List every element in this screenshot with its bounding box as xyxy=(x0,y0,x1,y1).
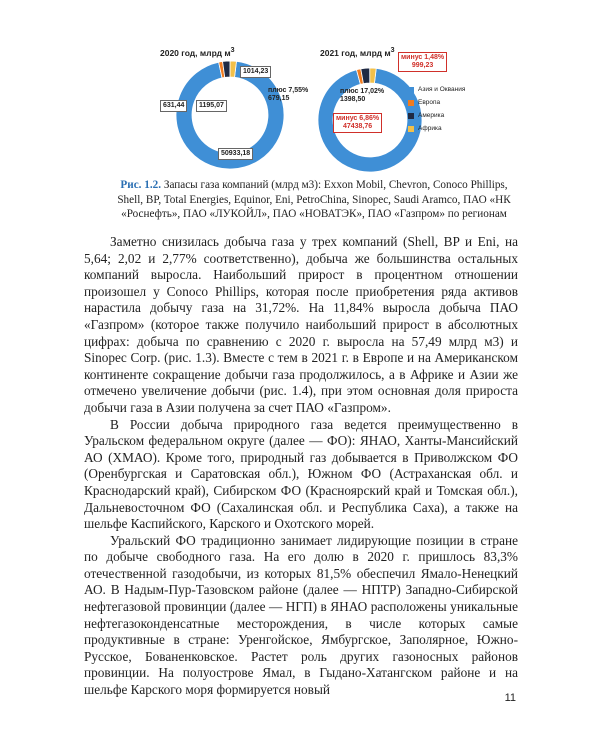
label-2021-asia: минус 6,86% 47438,76 xyxy=(333,113,382,133)
page-number: 11 xyxy=(504,692,516,704)
label-2021-europe: плюс 7,55% 679,15 xyxy=(268,87,309,102)
figure-caption xyxy=(110,178,518,222)
figure-caption-label: Рис. 1.2. xyxy=(120,179,162,191)
label-2020-africa: 1014,23 xyxy=(240,66,271,78)
legend-swatch-asia xyxy=(408,87,414,93)
figure xyxy=(140,40,480,180)
label-2021-africa: минус 1,48% 999,23 xyxy=(398,52,447,72)
label-2020-asia: 50933,18 xyxy=(218,148,253,160)
legend xyxy=(408,86,465,138)
legend-item-europe: Европа xyxy=(408,99,465,107)
legend-item-africa: Африка xyxy=(408,125,465,133)
legend-swatch-europe xyxy=(408,100,414,106)
chart-2021-title: 2021 год, млрд $м^3$ xyxy=(320,46,395,58)
label-2020-europe: 631,44 xyxy=(160,100,187,112)
paragraph-2: В России добыча природного газа ведется преимущественно в Уральском федеральном округе (далее — ФО): ЯНАО, Ханты-Мансийский АО (ХМАО). Кроме того, природный газ добывается в Приволжском ФО (Оренбургская и Саратовская обл.), Южном ФО (Астраханская обл. и Краснодарский край), Сибирском ФО (Красноярский край и Томская обл.), Дальневосточном ФО (Сахалинская обл. и Республика Саха), а также на шельфе Каспийского, Карского и Охотского морей. xyxy=(84,416,518,532)
paragraph-1: Заметно снизилась добыча газа у трех компаний (Shell, BP и Eni, на 5,64; 2,02 и 2,77% соответственно), добыча же большинства остальных компаний выросла. Наибольший прирост в процентном отношении произошел у Conoco Phillips, которая после приобретения ряда активов нарастила добычу газа на 31,72%. На 11,84% выросла добыча ПАО «Газпром» (которое также получило наибольший прирост в абсолютных цифрах: добыча по сравнению с 2020 г. выросла на 57,49 млрд м3) и Sinopec Corp. (рис. 1.3). Вместе с тем в 2021 г. в Европе и на Американском континенте сокращение добычи газа продолжилось, а в Африке и Азии же отмечено увеличение добычи (рис. 1.4), при этом основная доля прироста добычи газа в Азии получена за счет ПАО «Газпром». xyxy=(84,234,518,415)
chart-2020-title: 2020 год, млрд $м^3$ xyxy=(160,46,235,58)
legend-swatch-africa xyxy=(408,126,414,132)
label-2021-america: плюс 17,02% 1398,50 xyxy=(340,88,385,103)
label-2020-america: 1195,07 xyxy=(196,100,227,112)
legend-item-asia: Азия и Оквания xyxy=(408,86,465,94)
body-text xyxy=(84,234,518,699)
legend-swatch-america xyxy=(408,113,414,119)
paragraph-3: Уральский ФО традиционно занимает лидирующие позиции в стране по добыче свободного газа. На его долю в 2020 г. пришлось 83,3% отечественной газодобычи, из которых 81,5% обеспечил Ямало-Ненецкий АО. В Надым-Пур-Тазовском районе (далее — НПТР) Западно-Сибирской нефтегазовой провинции (далее — НГП) в ЯНАО расположены уникальные нефтегазоконденсатные месторождения, в числе которых самые продуктивные в стране: Уренгойское, Ямбургское, Заполярное, Южно-Русское, Бованенковское. Растет роль других газоносных районов провинции. На полуострове Ямал, в Гыдано-Хатангском районе и на шельфе Карского моря формируется новый xyxy=(84,532,518,698)
legend-item-america: Америка xyxy=(408,112,465,120)
figure-caption-text: Запасы газа компаний (млрд м3): Exxon Mobil, Chevron, Conoco Phillips, Shell, BP, Total Energies, Equinor, Eni, PetroChina, Sinopec, Saudi Aramco, ПАО «НК «Роснефть», ПАО «ЛУКОЙЛ», ПАО «НОВАТЭК», ПАО «Газпром» по регионам xyxy=(117,179,511,220)
